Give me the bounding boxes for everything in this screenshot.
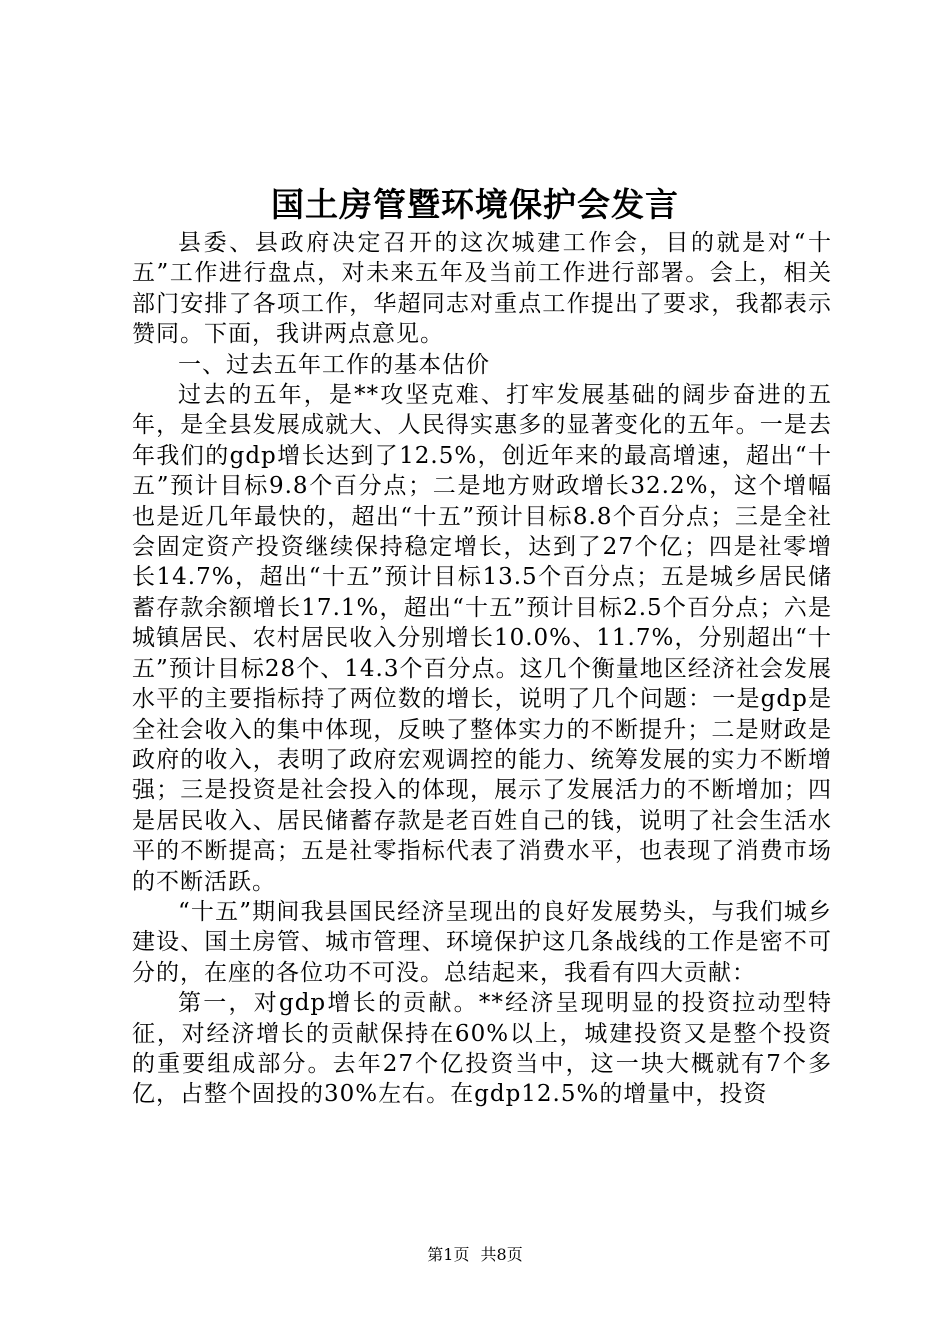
document-body xyxy=(132,228,832,1110)
paragraph-contributions: “十五”期间我县国民经济呈现出的良好发展势头，与我们城乡建设、国土房管、城市管理、环境保护这几条战线的工作是密不可分的，在座的各位功不可没。总结起来，我看有四大贡献： xyxy=(132,898,832,986)
section-heading: 一、过去五年工作的基本估价 xyxy=(178,351,490,378)
page-title: 国土房管暨环境保护会发言 xyxy=(271,185,679,224)
page-number: 第1页 xyxy=(427,1245,470,1264)
paragraph-achievements: 过去的五年，是**攻坚克难、打牢发展基础的阔步奋进的五年，是全县发展成就大、人民得实惠多的显著变化的五年。一是去年我们的gdp增长达到了12.5%，创近年来的最高增速，超出“十五”预计目标9.8个百分点；二是地方财政增长32.2%，这个增幅也是近几年最快的，超出“十五”预计目标8.8个百分点；三是全社会固定资产投资继续保持稳定增长，达到了27个亿；四是社零增长14.7%，超出“十五”预计目标13.5个百分点；五是城乡居民储蓄存款余额增长17.1%，超出“十五”预计目标2.5个百分点；六是城镇居民、农村居民收入分别增长10.0%、11.7%，分别超出“十五”预计目标28个、14.3个百分点。这几个衡量地区经济社会发展水平的主要指标持了两位数的增长，说明了几个问题：一是gdp是全社会收入的集中体现，反映了整体实力的不断提升；二是财政是政府的收入，表明了政府宏观调控的能力、统筹发展的实力不断增强；三是投资是社会投入的体现，展示了发展活力的不断增加；四是居民收入、居民储蓄存款是老百姓自己的钱，说明了社会生活水平的不断提高；五是社零指标代表了消费水平，也表现了消费市场的不断活跃。 xyxy=(132,382,832,895)
page-total: 共8页 xyxy=(480,1245,523,1264)
paragraph-intro: 县委、县政府决定召开的这次城建工作会，目的就是对“十五”工作进行盘点，对未来五年及当前工作进行部署。会上，相关部门安排了各项工作，华超同志对重点工作提出了要求，我都表示赞同。下面，我讲两点意见。 xyxy=(132,230,832,348)
page-footer xyxy=(0,1244,950,1266)
paragraph-first-contribution: 第一，对gdp增长的贡献。**经济呈现明显的投资拉动型特征，对经济增长的贡献保持在60%以上，城建投资又是整个投资的重要组成部分。去年27个亿投资当中，这一块大概就有7个多亿，占整个固投的30%左右。在gdp12.5%的增量中，投资 xyxy=(132,990,832,1108)
